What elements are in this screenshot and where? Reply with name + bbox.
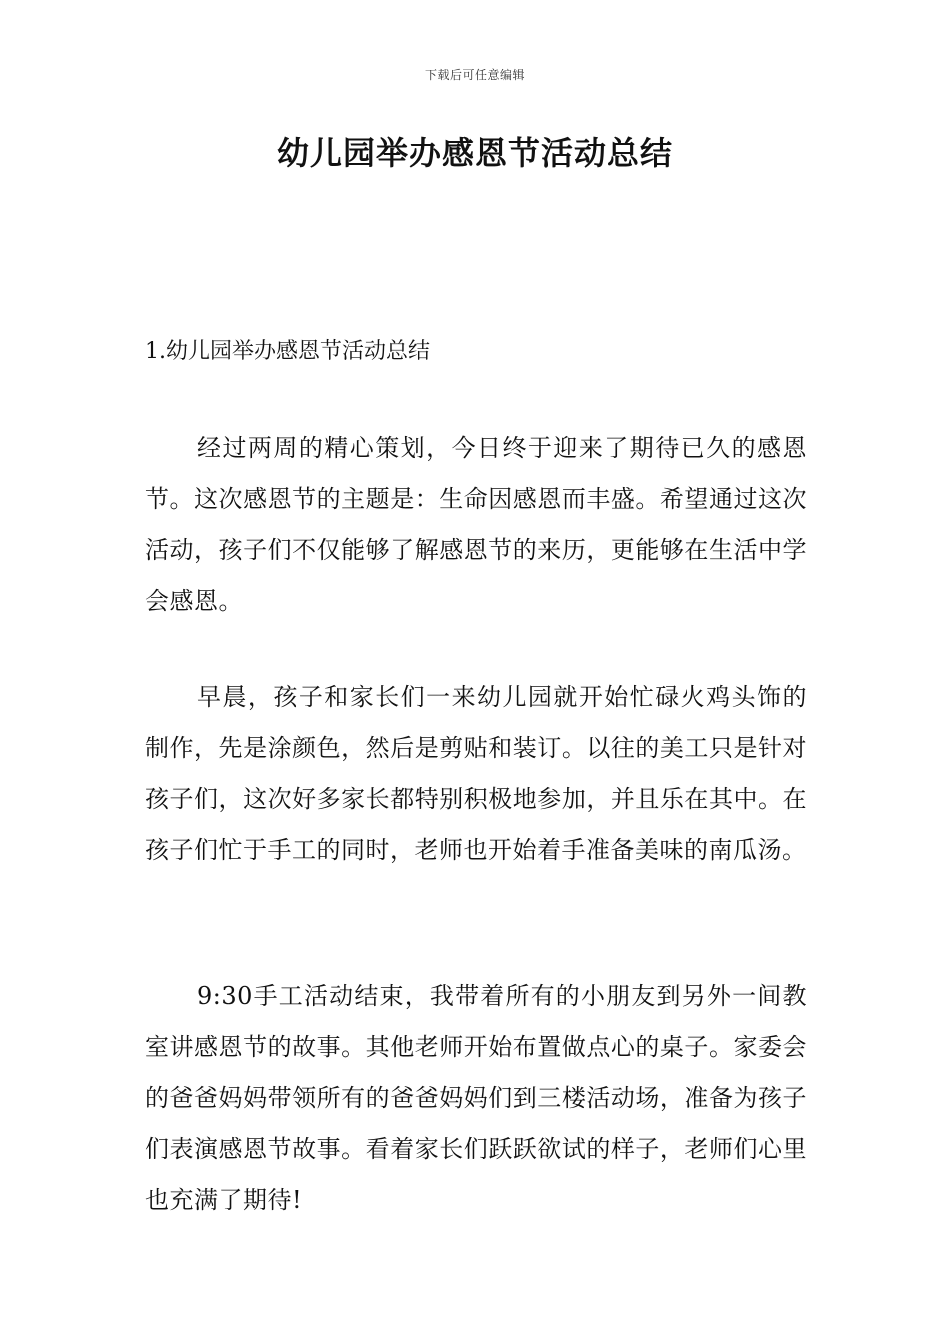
section-heading: 1.幼儿园举办感恩节活动总结	[145, 339, 430, 364]
document-title: 幼儿园举办感恩节活动总结	[276, 134, 673, 172]
body-paragraph: 早晨，孩子和家长们一来幼儿园就开始忙碌火鸡头饰的制作，先是涂颜色，然后是剪贴和装订。以往的美工只是针对孩子们，这次好多家长都特别积极地参加，并且乐在其中。在孩子们忙于手工的同时，老师也开始着手准备美味的南瓜汤。	[145, 683, 807, 864]
header-note: 下载后可任意编辑	[424, 68, 525, 82]
body-paragraph: 经过两周的精心策划，今日终于迎来了期待已久的感恩节。这次感恩节的主题是：生命因感恩而丰盛。希望通过这次活动，孩子们不仅能够了解感恩节的来历，更能够在生活中学会感恩。	[145, 434, 807, 615]
body-paragraph: 9:30手工活动结束，我带着所有的小朋友到另外一间教室讲感恩节的故事。其他老师开始布置做点心的桌子。家委会的爸爸妈妈带领所有的爸爸妈妈们到三楼活动场，准备为孩子们表演感恩节故事。看着家长们跃跃欲试的样子，老师们心里也充满了期待!	[145, 982, 807, 1214]
